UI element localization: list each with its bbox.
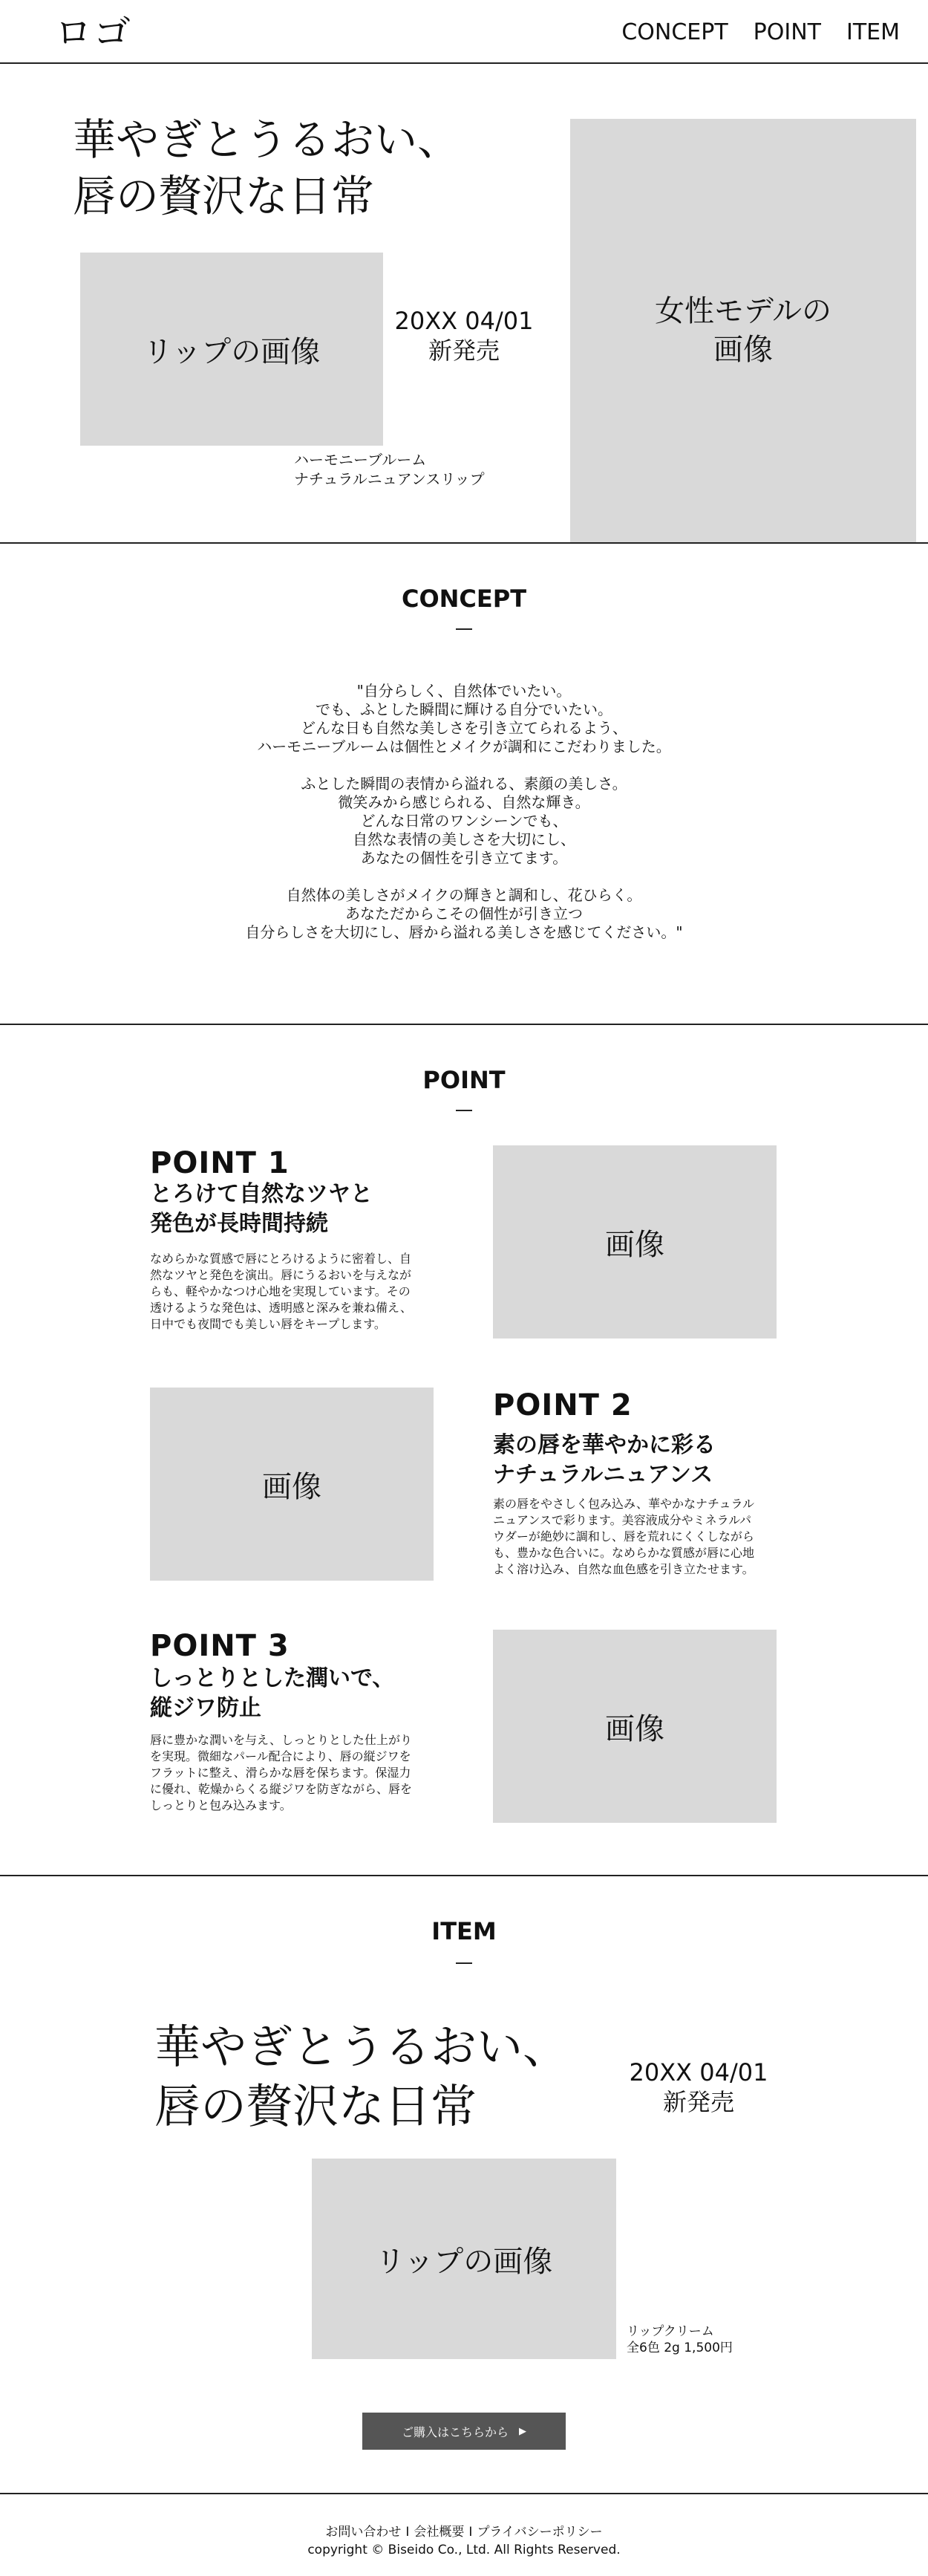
- concept-line: ハーモニーブルームは個性とメイクが調和にこだわりました。: [257, 738, 671, 755]
- concept-line: あなたの個性を引き立てます。: [360, 849, 568, 867]
- concept-paragraph: [0, 775, 928, 868]
- point-3-body-line: に優れ、乾燥からくる縦ジワを防ぎながら、唇を: [150, 1782, 412, 1796]
- hero-model-image-label: 女性モデルの: [655, 294, 831, 328]
- point-2-body-line: ニュアンスで彩ります。美容液成分やミネラルパ: [493, 1513, 752, 1527]
- item-release-date: [621, 2058, 777, 2117]
- hero-section: [0, 64, 928, 544]
- concept-paragraph: [0, 682, 928, 756]
- point-2-image: [150, 1388, 434, 1581]
- footer-separator: I: [468, 2525, 473, 2540]
- concept-paragraph: [0, 886, 928, 942]
- point-2-subtitle: [493, 1431, 716, 1490]
- point-2-body: [493, 1496, 782, 1578]
- item-lip-image: [312, 2159, 616, 2359]
- point-3-body-line: しっとりと包み込みます。: [150, 1798, 292, 1812]
- item-title-line: 華やぎとうるおい、: [154, 2020, 569, 2074]
- concept-line: でも、ふとした瞬間に輝ける自分でいたい。: [316, 700, 612, 718]
- point-2-body-line: よく溶け込み、自然な血色感を引き立たせます。: [493, 1562, 754, 1576]
- item-product-line: リップクリーム: [627, 2324, 714, 2339]
- point-3-image-label: 画像: [605, 1711, 664, 1746]
- hero-title-line: 唇の贅沢な日常: [73, 171, 375, 221]
- point-1-body-line: 日中でも夜間でも美しい唇をキープします。: [150, 1317, 386, 1331]
- concept-line: あなただからこその個性が引き立つ: [345, 905, 583, 923]
- point-heading-dash: [456, 1110, 472, 1111]
- point-3-subtitle-line: 縦ジワ防止: [150, 1695, 261, 1721]
- point-2-subtitle-line: 素の唇を華やかに彩る: [493, 1432, 716, 1458]
- hero-model-image-label: 画像: [713, 333, 773, 367]
- point-2-label: POINT 2: [493, 1388, 633, 1422]
- global-nav: [621, 19, 900, 46]
- buy-button-label: ご購入はこちらから: [401, 2424, 509, 2439]
- point-3-body-line: フラットに整え、滑らかな唇を保ちます。保湿力: [150, 1766, 411, 1780]
- item-date-text: 20XX 04/01: [629, 2058, 768, 2087]
- hero-release-text: 新発売: [428, 336, 500, 365]
- item-product-info: [627, 2323, 733, 2356]
- item-product-line: 全6色 2g 1,500円: [627, 2341, 733, 2355]
- point-2-image-label: 画像: [262, 1469, 321, 1504]
- hero-model-image: [570, 119, 916, 542]
- hero-date-text: 20XX 04/01: [394, 307, 534, 335]
- point-3-image: [493, 1630, 777, 1823]
- concept-heading-dash: [456, 628, 472, 630]
- point-1-subtitle-line: 発色が長時間持続: [150, 1211, 328, 1237]
- concept-line: 自然体の美しさがメイクの輝きと調和し、花ひらく。: [286, 886, 642, 904]
- point-2-body-line: 素の唇をやさしく包み込み、華やかなナチュラル: [493, 1497, 755, 1511]
- point-1-body-line: 然なツヤと発色を演出。唇にうるおいを与えなが: [150, 1268, 412, 1282]
- concept-line: 微笑みから感じられる、自然な輝き。: [338, 793, 590, 811]
- hero-product-line: ハーモニーブルーム: [294, 451, 427, 469]
- hero-title: [73, 111, 460, 224]
- footer-links: [0, 2524, 928, 2540]
- buy-button[interactable]: [362, 2413, 566, 2450]
- item-heading: ITEM: [431, 1917, 497, 1945]
- point-3-body: [150, 1732, 440, 1814]
- footer-link-contact[interactable]: お問い合わせ: [325, 2525, 402, 2540]
- concept-line: ふとした瞬間の表情から溢れる、素顔の美しさ。: [301, 775, 627, 793]
- point-1-body-line: 透けるような発色は、透明感と深みを兼ね備え、: [150, 1301, 412, 1315]
- point-1-label: POINT 1: [150, 1146, 290, 1180]
- hero-lip-image: [80, 253, 383, 446]
- nav-concept[interactable]: CONCEPT: [621, 19, 728, 45]
- nav-item[interactable]: ITEM: [846, 19, 900, 45]
- concept-line: どんな日常のワンシーンでも、: [360, 812, 568, 830]
- point-3-body-line: を実現。微細なパール配合により、唇の縦ジワを: [150, 1749, 411, 1763]
- concept-section: [0, 544, 928, 1025]
- concept-text: [0, 682, 928, 960]
- item-title-line: 唇の贅沢な日常: [154, 2079, 477, 2133]
- point-3-label: POINT 3: [150, 1629, 290, 1663]
- play-arrow-icon: ▶: [519, 2425, 526, 2437]
- hero-product-name: [294, 450, 485, 489]
- logo[interactable]: ロゴ: [55, 11, 132, 54]
- point-3-subtitle-line: しっとりとした潤いで、: [150, 1665, 395, 1691]
- point-1-image-label: 画像: [605, 1227, 664, 1262]
- concept-line: どんな日も自然な美しさを引き立てられるよう、: [301, 719, 627, 737]
- point-3-body-line: 唇に豊かな潤いを与え、しっとりとした仕上がり: [150, 1733, 412, 1747]
- point-2-body-line: ウダーが絶妙に調和し、唇を荒れにくくしながら: [493, 1529, 754, 1544]
- copyright: copyright © Biseido Co., Ltd. All Rights Reserved.: [307, 2543, 621, 2557]
- item-heading-dash: [456, 1962, 472, 1964]
- point-3-subtitle: [150, 1664, 394, 1723]
- hero-release-date: [393, 306, 535, 365]
- concept-heading: CONCEPT: [401, 585, 527, 613]
- point-1-subtitle-line: とろけて自然なツヤと: [150, 1181, 373, 1207]
- point-1-body: [150, 1251, 440, 1333]
- concept-line: "自分らしく、自然体でいたい。: [356, 682, 572, 700]
- footer-separator: I: [405, 2525, 410, 2540]
- site-footer: [0, 2494, 928, 2576]
- site-header: [0, 0, 928, 64]
- item-lip-image-label: リップの画像: [375, 2244, 553, 2279]
- point-2-subtitle-line: ナチュラルニュアンス: [493, 1462, 713, 1488]
- point-1-body-line: らも、軽やかなつけ心地を実現しています。その: [150, 1284, 411, 1298]
- point-1-subtitle: [150, 1180, 373, 1239]
- nav-point[interactable]: POINT: [753, 19, 821, 45]
- point-1-image: [493, 1145, 777, 1339]
- item-title: [154, 2017, 569, 2136]
- concept-line: 自分らしさを大切にし、唇から溢れる美しさを感じてください。": [245, 923, 683, 941]
- item-section: [0, 1876, 928, 2494]
- item-release-text: 新発売: [662, 2088, 734, 2116]
- footer-link-privacy[interactable]: プライバシーポリシー: [477, 2525, 603, 2540]
- footer-link-company[interactable]: 会社概要: [414, 2525, 465, 2540]
- point-section: [0, 1025, 928, 1876]
- point-1-body-line: なめらかな質感で唇にとろけるように密着し、自: [150, 1252, 412, 1266]
- hero-title-line: 華やぎとうるおい、: [73, 114, 461, 165]
- hero-lip-image-label: リップの画像: [143, 334, 321, 369]
- hero-product-line: ナチュラルニュアンスリップ: [294, 470, 485, 488]
- point-heading: POINT: [422, 1066, 506, 1094]
- concept-line: 自然な表情の美しさを大切にし、: [353, 830, 575, 848]
- point-2-body-line: も、豊かな色合いに。なめらかな質感が唇に心地: [493, 1546, 755, 1560]
